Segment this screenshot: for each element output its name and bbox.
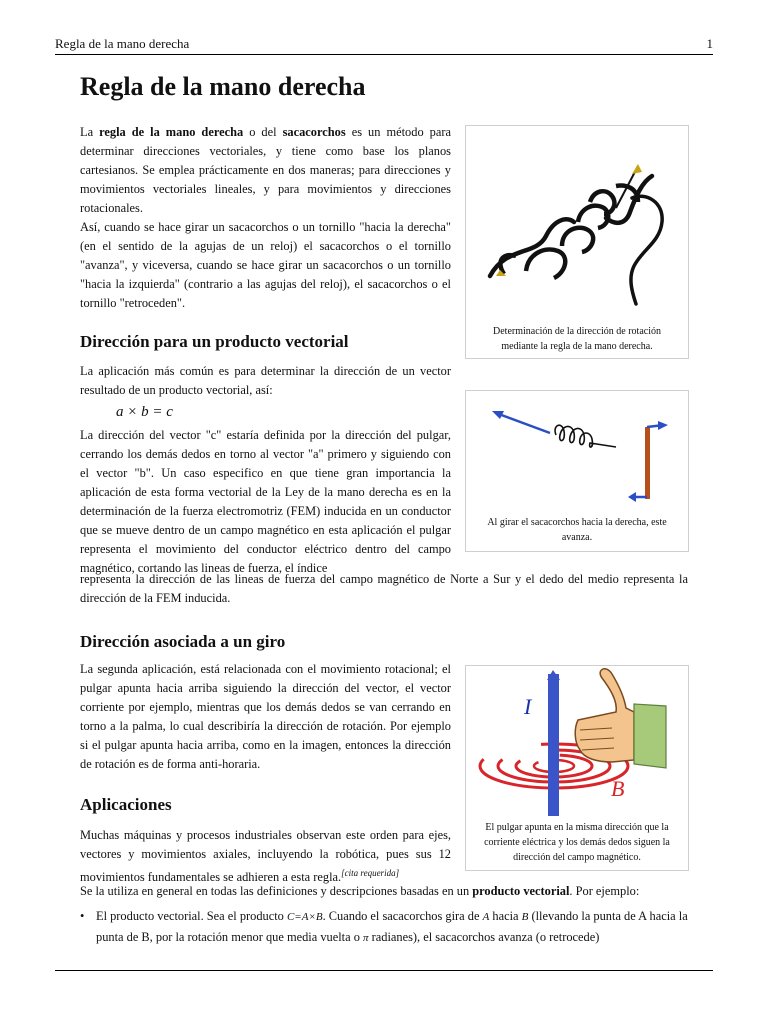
page-number: 1 [706,36,713,51]
citation-needed-link[interactable]: [cita requerida] [341,868,400,878]
applications-paragraph-2: Se la utiliza en general en todas las definiciones y descripciones basadas en un producto vectorial. Por ejemplo: [80,884,640,898]
rotation-paragraph-1: La segunda aplicación, está relacionada con el movimiento rotacional; el pulgar apunta hacia arriba siguiendo la dirección del vector, el vector corriente por ejemplo, mientras que los demás dedos se van cerrando en torno a la palma, lo cual describiría la dirección de rotación. Por ejemplo si el pulgar apunta hacia arriba, como en la imagen, entonces la dirección de rotación es de forma anti-horaria. [80,662,451,771]
footer-rule [55,970,713,971]
label-current-i: I [524,694,532,719]
intro-paragraph-2: Así, cuando se hace girar un sacacorchos o un tornillo "hacia la derecha" (en el sentido de la agujas de un reloj) el sacacorchos o el tornillo "avanza", y viceversa, cuando se hace girar un sacacorchos o un tornillo "hacia la izquierda" (contrario a las agujas del reloj), el sacacorchos o el tornillo "retroceden". [80,220,451,310]
vector-paragraph-1: La aplicación más común es para determinar la dirección de un vector resultado de un producto vectorial, así: [80,364,451,397]
running-header [55,36,713,54]
bullet-icon: • [80,909,85,923]
intro-paragraph-1: La regla de la mano derecha o del sacacorchos es un método para determinar direcciones vectoriales, y tiene como base los planos cartesianos. Se emplea prácticamente en dos maneras; para direcciones y movimientos vectoriales lineales, y para movimientos y direcciones rotacionales. [80,125,451,215]
section-heading-rotation: Dirección asociada a un giro [80,632,286,651]
section-heading-applications: Aplicaciones [80,795,172,814]
term-right-hand-rule: regla de la mano derecha [99,125,244,139]
figure-current-field [465,665,689,871]
current-field-illustration [466,666,688,816]
running-header-title: Regla de la mano derecha [55,36,190,51]
math-vector-b: B [521,911,529,923]
math-vector-a: A [482,911,490,923]
cross-product-formula: a × b = c [116,404,173,420]
term-corkscrew: sacacorchos [282,125,346,139]
term-vector-product: producto vectorial [472,884,570,898]
hand-corkscrew-illustration [466,126,688,316]
applications-paragraph-1: Muchas máquinas y procesos industriales observan este orden para ejes, vectores y movimientos axiales, incluyendo la robótica, pues sus 12 movimientos fundamentales se adhieren a esta regla.[cita requerida] [80,828,451,885]
figure-hand-rotation-caption: Determinación de la dirección de rotación mediante la regla de la mano derecha. [493,326,661,352]
header-rule [55,54,713,55]
figure-hand-rotation [465,125,689,359]
figure-corkscrew-advance-caption: Al girar el sacacorchos hacia la derecha, este avanza. [487,517,667,543]
vector-paragraph-2-continued: representa la dirección de las lineas de fuerza del campo magnético de Norte a Sur y el dedo del medio representa la dirección de la FEM inducida. [80,572,688,605]
page-title: Regla de la mano derecha [80,72,366,101]
figure-current-field-caption: El pulgar apunta en la misma dirección que la corriente eléctrica y los demás dedos siguen la dirección del campo magnético. [484,822,670,863]
math-pi: π [363,932,369,944]
vector-paragraph-2: La dirección del vector "c" estaría definida por la dirección del pulgar, cerrando los demás dedos en torno al vector "a" primero y siguiendo con el vector "b". Un caso especifico en que tiene gran importancia la aplicación de esta forma vectorial de la Ley de la mano derecha es en la determinación de la fuerza electromotriz (FEM) inducida en un conductor que se mueve dentro de un campo magnético en esta aplicación el pulgar representa el movimiento del conductor eléctrico dentro del campo magnético, cortando las lineas de fuerza, el índice [80,428,451,575]
section-heading-vector-product: Dirección para un producto vectorial [80,332,349,351]
label-field-b: B [611,776,625,801]
figure-corkscrew-advance [465,390,689,552]
corkscrew-illustration [466,391,688,511]
math-cross-product: C=A×B [286,911,323,923]
